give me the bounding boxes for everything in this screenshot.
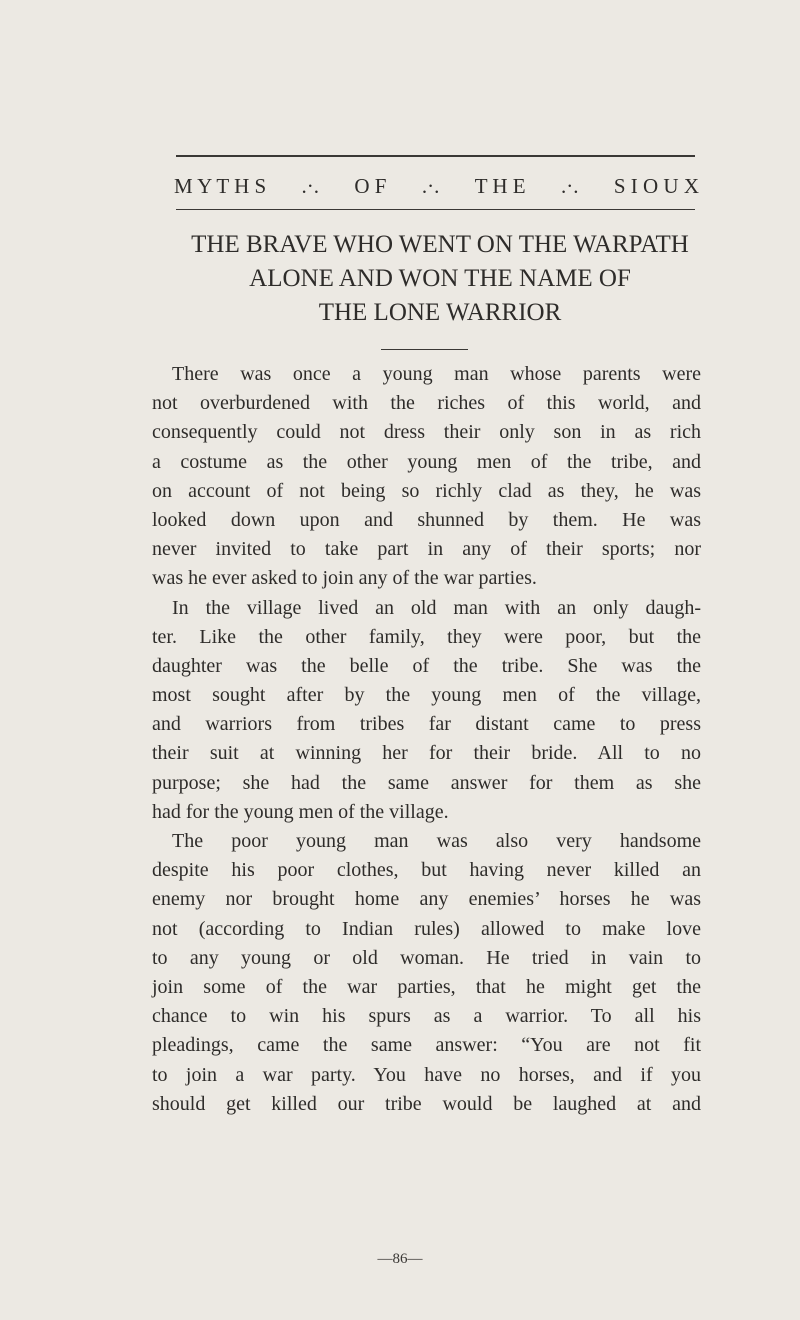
text-line: to join a war party. You have no horses, and if you	[152, 1063, 701, 1086]
text-line: on account of not being so richly clad as they, he was	[152, 479, 701, 502]
chapter-title-line: THE LONE WARRIOR	[318, 299, 562, 326]
text-line: despite his poor clothes, but having never killed an	[152, 859, 701, 882]
text-line: never invited to take part in any of their sports; nor	[152, 538, 701, 561]
text-line: consequently could not dress their only son in as rich	[152, 421, 701, 444]
text-line: There was once a young man whose parents were	[172, 363, 701, 385]
text-line: looked down upon and shunned by them. He was	[152, 508, 701, 531]
text-line: their suit at winning her for their bride. All to no	[152, 742, 701, 765]
running-head	[174, 174, 699, 198]
text-line: join some of the war parties, that he might get the	[152, 975, 701, 998]
chapter-title-line: THE BRAVE WHO WENT ON THE WARPATH	[191, 231, 689, 258]
text-line: The poor young man was also very handsome	[172, 830, 701, 852]
text-line: enemy nor brought home any enemies’ horses he was	[152, 888, 701, 911]
header-rule-bottom	[176, 209, 695, 210]
text-line: not overburdened with the riches of this world, and	[152, 392, 701, 415]
text-line: most sought after by the young men of the village,	[152, 684, 701, 707]
title-divider	[381, 349, 468, 350]
page-number: —86—	[377, 1251, 423, 1267]
chapter-title	[160, 228, 720, 330]
running-head-word: M Y T H S	[174, 174, 267, 198]
text-line: should get killed our tribe would be laughed at and	[152, 1092, 701, 1115]
text-line: purpose; she had the same answer for them as she	[152, 771, 701, 794]
text-line: not (according to Indian rules) allowed to make love	[152, 917, 701, 940]
running-head-separator: .·.	[421, 174, 440, 198]
running-head-separator: .·.	[301, 174, 320, 198]
running-head-separator: .·.	[560, 174, 579, 198]
text-line: chance to win his spurs as a warrior. To all his	[152, 1005, 701, 1028]
text-line: ter. Like the other family, they were poor, but the	[152, 625, 701, 648]
text-line: daughter was the belle of the tribe. She was the	[152, 654, 701, 677]
text-line: and warriors from tribes far distant came to press	[152, 713, 701, 736]
header-rule-top	[176, 155, 695, 157]
text-line: was he ever asked to join any of the war parties.	[152, 567, 537, 590]
running-head-word: T H E	[474, 174, 526, 198]
text-line: a costume as the other young men of the tribe, and	[152, 450, 701, 473]
text-line: to any young or old woman. He tried in vain to	[152, 946, 701, 969]
body-text	[152, 360, 701, 1119]
chapter-title-line: ALONE AND WON THE NAME OF	[249, 265, 631, 292]
text-line: had for the young men of the village.	[152, 800, 449, 823]
text-line: pleadings, came the same answer: “You are not fit	[152, 1034, 701, 1057]
running-head-word: O F	[354, 174, 387, 198]
running-head-word: S I O U X	[613, 174, 699, 198]
text-line: In the village lived an old man with an only daugh-	[172, 596, 701, 619]
